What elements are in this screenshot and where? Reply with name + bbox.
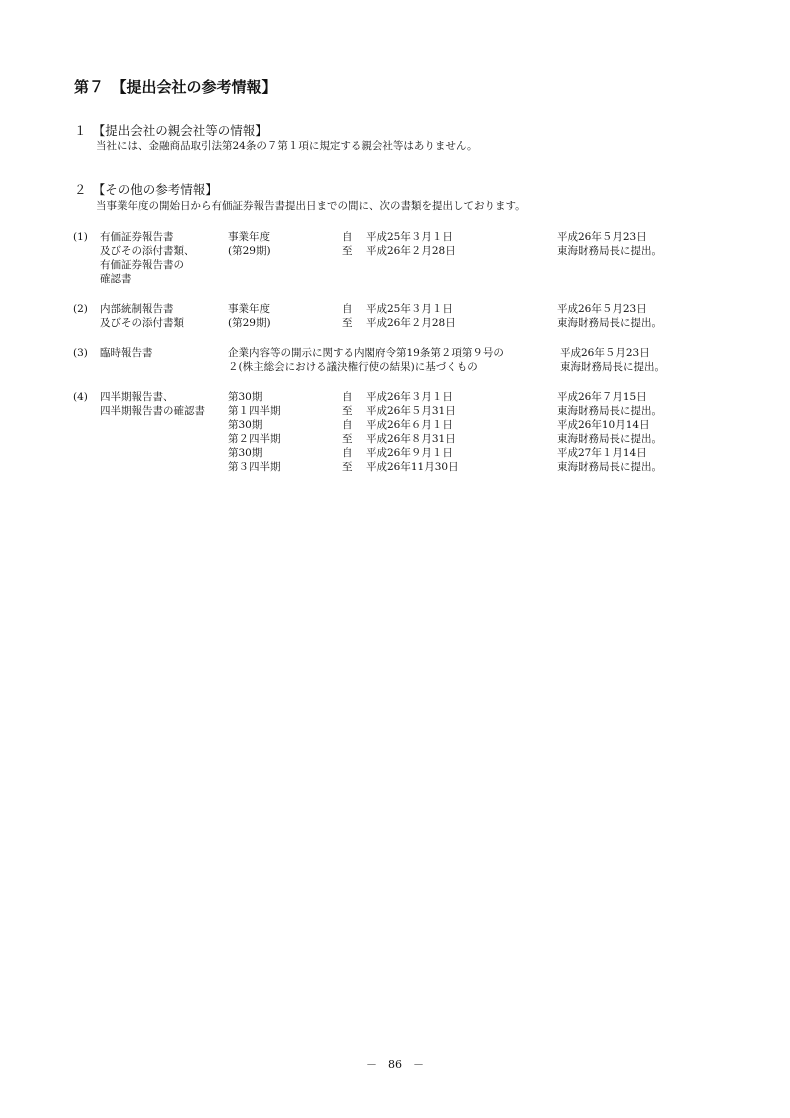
item-date: 平成26年８月31日 [366,433,456,445]
item-submit: 平成27年１月14日 [557,447,647,459]
item-mark: 自 [342,231,353,243]
item-period: 第２四半期 [228,433,281,445]
item-mark: 自 [342,303,353,315]
item-date: 平成26年５月31日 [366,405,456,417]
section2-heading: ２ 【その他の参考情報】 [74,182,218,197]
item-submit: 東海財務局長に提出。 [557,317,662,329]
item-mark: 至 [342,461,353,473]
item-mark: 至 [342,245,353,257]
item-mark: 自 [342,419,353,431]
item-period: 第３四半期 [228,461,281,473]
item-date: 平成26年６月１日 [366,419,453,431]
item-period: (第29期) [228,317,271,329]
item-period: (第29期) [228,245,271,257]
item-number: (1) [73,231,88,243]
item-number: (2) [73,303,88,315]
item-mark: 自 [342,447,353,459]
item-submit: 平成26年７月15日 [557,391,647,403]
page-title: 第７ 【提出会社の参考情報】 [74,78,277,96]
item-name-line: 有価証券報告書 [100,231,174,243]
item-date: 平成25年３月１日 [366,231,453,243]
item-submit: 平成26年10月14日 [557,419,650,431]
item-date: 平成26年３月１日 [366,391,453,403]
item-submit: 平成26年５月23日 [560,347,650,359]
item-submit: 東海財務局長に提出。 [557,433,662,445]
item-date: 平成26年11月30日 [366,461,459,473]
item-mark: 至 [342,405,353,417]
item-submit: 東海財務局長に提出。 [560,361,665,373]
item-mark: 自 [342,391,353,403]
item-period: 第30期 [228,419,263,431]
item-period: 第30期 [228,391,263,403]
item-number: (4) [73,391,88,403]
item-number: (3) [73,347,88,359]
section1-heading: １ 【提出会社の親会社等の情報】 [74,123,268,138]
item-period: 事業年度 [228,303,270,315]
item-period: 事業年度 [228,231,270,243]
item-date: 平成26年２月28日 [366,317,456,329]
item-submit: 東海財務局長に提出。 [557,245,662,257]
section1-body: 当社には、金融商品取引法第24条の７第１項に規定する親会社等はありません。 [96,140,478,152]
item-period: 第１四半期 [228,405,281,417]
item-name-line: 及びその添付書類、 [100,245,195,257]
item-date: 平成26年９月１日 [366,447,453,459]
item-name-line: 四半期報告書、 [100,391,174,403]
item-description-line: 企業内容等の開示に関する内閣府令第19条第２項第９号の [228,347,504,359]
item-submit: 平成26年５月23日 [557,303,647,315]
item-period: 第30期 [228,447,263,459]
item-mark: 至 [342,317,353,329]
item-name-line: 臨時報告書 [100,347,153,359]
item-name-line: 内部統制報告書 [100,303,174,315]
item-name-line: 四半期報告書の確認書 [100,405,205,417]
item-name-line: 有価証券報告書の [100,259,184,271]
item-submit: 平成26年５月23日 [557,231,647,243]
item-name-line: 及びその添付書類 [100,317,184,329]
item-mark: 至 [342,433,353,445]
item-date: 平成26年２月28日 [366,245,456,257]
item-name-line: 確認書 [100,273,132,285]
item-submit: 東海財務局長に提出。 [557,405,662,417]
section2-body: 当事業年度の開始日から有価証券報告書提出日までの間に、次の書類を提出しております。 [96,200,526,212]
item-submit: 東海財務局長に提出。 [557,461,662,473]
item-description-line: ２(株主総会における議決権行使の結果)に基づくもの [228,361,478,373]
item-date: 平成25年３月１日 [366,303,453,315]
page-number: － 86 － [366,1058,424,1071]
